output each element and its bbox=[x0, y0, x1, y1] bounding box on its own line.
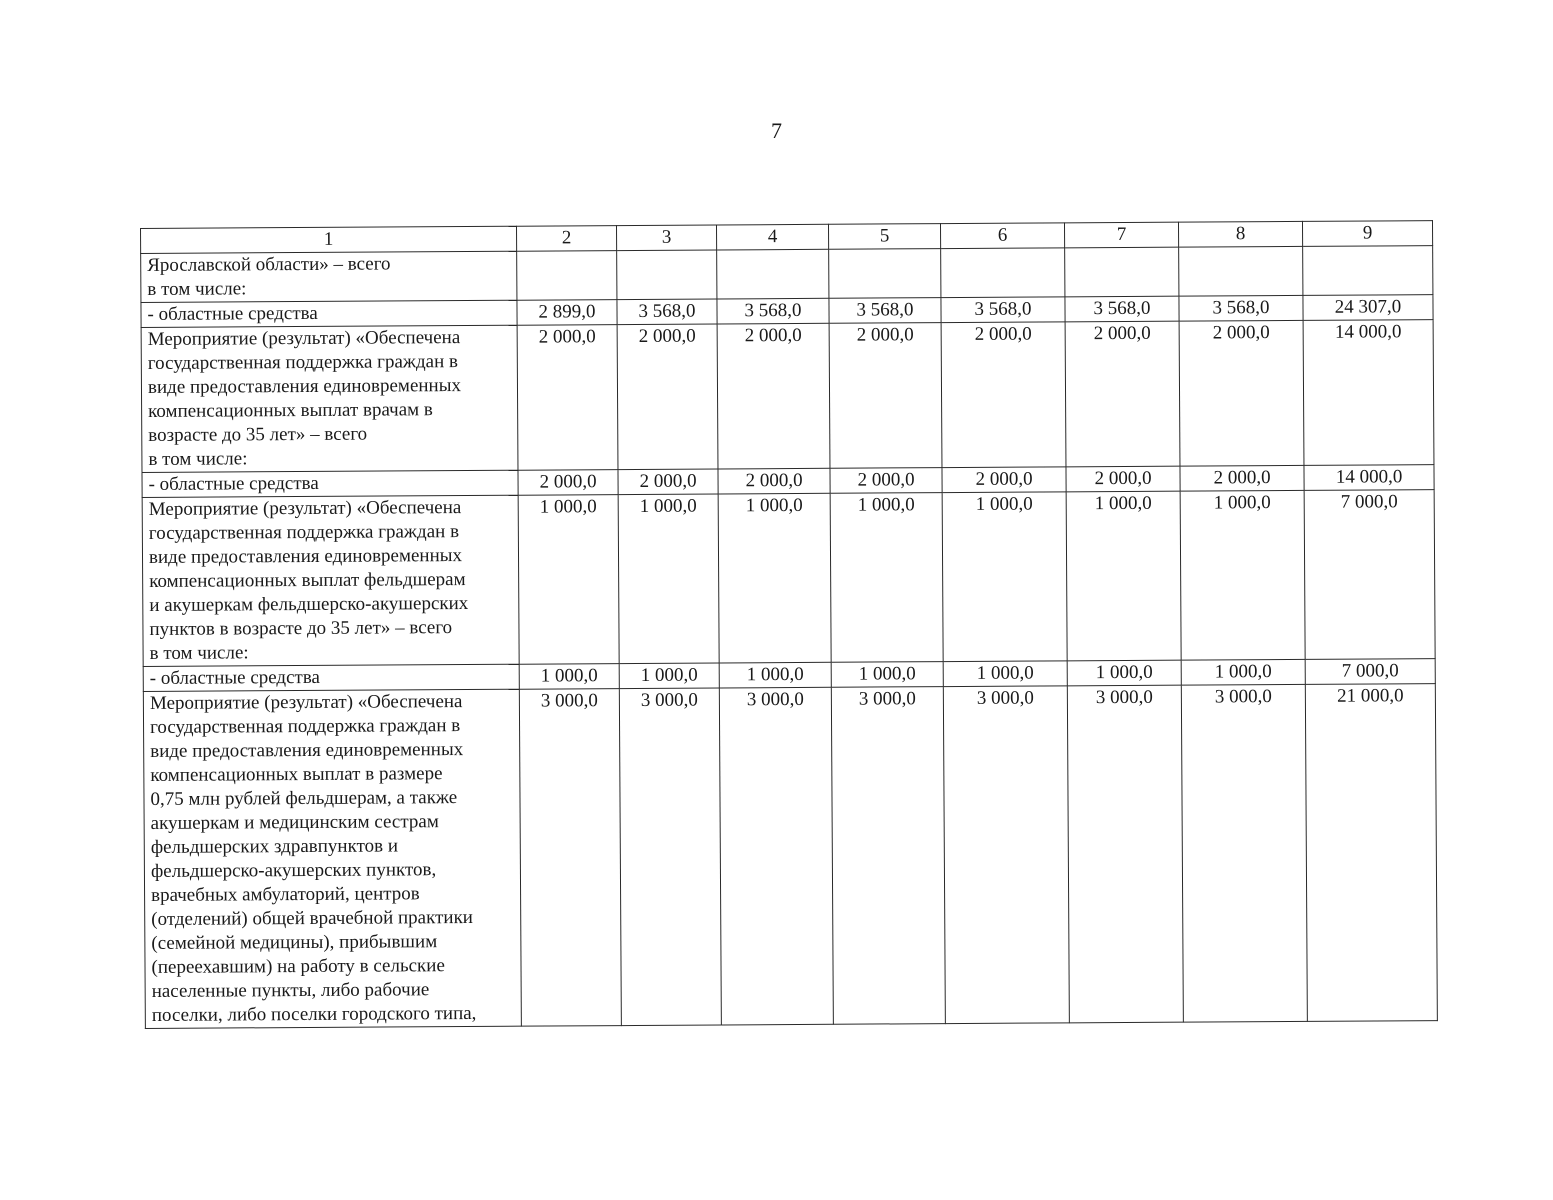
value-cell: 2 899,0 bbox=[517, 300, 617, 326]
row-label-line: возрасте до 35 лет» – всего bbox=[148, 423, 368, 446]
budget-table bbox=[140, 220, 1438, 1029]
value-cell: 2 000,0 bbox=[830, 468, 942, 494]
column-header: 3 bbox=[616, 225, 716, 251]
row-label-line: поселки, либо поселки городского типа, bbox=[151, 1002, 477, 1026]
value-cell: 2 000,0 bbox=[717, 323, 830, 469]
value-cell: 3 568,0 bbox=[717, 298, 829, 324]
row-label-cell bbox=[141, 251, 517, 302]
value-cell bbox=[517, 251, 617, 301]
value-cell: 7 000,0 bbox=[1304, 490, 1435, 660]
value-cell bbox=[1303, 246, 1433, 296]
value-cell: 1 000,0 bbox=[519, 664, 619, 690]
value-cell: 3 568,0 bbox=[1179, 295, 1303, 321]
row-label-cell bbox=[141, 325, 518, 472]
row-label-cell bbox=[142, 495, 519, 666]
row-label-line: в том числе: bbox=[148, 448, 248, 470]
row-label-line: Мероприятие (результат) «Обеспечена bbox=[148, 497, 462, 520]
row-label-line: Ярославской области» – всего bbox=[147, 253, 391, 276]
table-row-measure bbox=[143, 684, 1437, 1029]
value-cell: 2 000,0 bbox=[517, 325, 618, 471]
value-cell: 3 000,0 bbox=[1181, 684, 1307, 1022]
row-label-line: компенсационных выплат врачам в bbox=[148, 399, 433, 422]
row-label-cell bbox=[143, 689, 521, 1028]
row-label-line: государственная поддержка граждан в bbox=[149, 715, 461, 738]
value-cell bbox=[617, 250, 717, 300]
value-cell: 2 000,0 bbox=[1066, 466, 1180, 492]
value-cell: 3 568,0 bbox=[617, 299, 717, 325]
row-label-line: в том числе: bbox=[147, 278, 247, 300]
row-label-line: в том числе: bbox=[149, 642, 249, 664]
column-header: 1 bbox=[141, 226, 517, 253]
row-label-line: врачебных амбулаторий, центров bbox=[151, 883, 420, 906]
row-label-line: виде предоставления единовременных bbox=[147, 375, 462, 398]
row-label-line: государственная поддержка граждан в bbox=[148, 521, 460, 544]
row-label-line: - областные средства bbox=[147, 302, 318, 325]
row-label-line: виде предоставления единовременных bbox=[148, 545, 463, 568]
row-label-cell bbox=[142, 470, 518, 497]
value-cell: 3 568,0 bbox=[829, 298, 941, 324]
row-label-cell bbox=[141, 300, 517, 327]
row-label-line: Мероприятие (результат) «Обеспечена bbox=[147, 327, 461, 350]
value-cell bbox=[1065, 247, 1179, 297]
column-header: 6 bbox=[940, 223, 1064, 249]
value-cell bbox=[829, 249, 941, 299]
table-row-measure bbox=[141, 320, 1434, 473]
row-label-line: - областные средства bbox=[148, 472, 319, 495]
value-cell: 1 000,0 bbox=[1067, 660, 1181, 686]
column-header: 9 bbox=[1302, 221, 1432, 247]
table-row-measure bbox=[142, 490, 1435, 667]
value-cell: 14 000,0 bbox=[1304, 465, 1434, 491]
value-cell: 1 000,0 bbox=[618, 494, 719, 664]
row-label-line: пунктов в возрасте до 35 лет» – всего bbox=[149, 617, 453, 640]
value-cell: 1 000,0 bbox=[1181, 659, 1305, 685]
value-cell: 2 000,0 bbox=[618, 469, 718, 495]
value-cell: 3 568,0 bbox=[941, 297, 1065, 323]
value-cell bbox=[941, 248, 1065, 298]
column-header: 7 bbox=[1064, 222, 1178, 248]
value-cell: 14 000,0 bbox=[1303, 320, 1434, 466]
value-cell: 3 000,0 bbox=[1067, 685, 1183, 1023]
value-cell: 1 000,0 bbox=[718, 493, 831, 663]
value-cell: 3 000,0 bbox=[831, 687, 945, 1025]
row-label-cell bbox=[143, 664, 519, 691]
value-cell: 24 307,0 bbox=[1303, 295, 1433, 321]
row-label-line: фельдшерско-акушерских пунктов, bbox=[150, 859, 437, 882]
row-label-line: акушеркам и медицинским сестрам bbox=[150, 811, 439, 834]
value-cell: 2 000,0 bbox=[1065, 321, 1180, 467]
value-cell: 1 000,0 bbox=[518, 495, 619, 665]
value-cell: 21 000,0 bbox=[1305, 684, 1437, 1022]
value-cell: 2 000,0 bbox=[941, 322, 1066, 468]
value-cell: 3 000,0 bbox=[519, 689, 621, 1027]
value-cell bbox=[1179, 246, 1303, 296]
row-label-line: (семейной медицины), прибывшим bbox=[151, 931, 438, 954]
value-cell: 7 000,0 bbox=[1305, 659, 1435, 685]
value-cell: 1 000,0 bbox=[719, 662, 831, 688]
value-cell: 2 000,0 bbox=[617, 324, 718, 470]
row-label-line: фельдшерских здравпунктов и bbox=[150, 835, 399, 858]
row-label-line: компенсационных выплат в размере bbox=[150, 763, 443, 786]
row-label-line: государственная поддержка граждан в bbox=[147, 351, 459, 374]
row-label-line: 0,75 млн рублей фельдшерам, а также bbox=[150, 787, 458, 810]
value-cell: 1 000,0 bbox=[1066, 491, 1181, 661]
row-label-line: и акушеркам фельдшерско-акушерских bbox=[149, 593, 469, 616]
column-header: 8 bbox=[1178, 221, 1302, 247]
value-cell: 1 000,0 bbox=[942, 492, 1067, 662]
row-label-line: (отделений) общей врачебной практики bbox=[151, 906, 474, 930]
value-cell: 2 000,0 bbox=[1179, 320, 1304, 466]
value-cell bbox=[717, 249, 829, 299]
value-cell: 3 568,0 bbox=[1065, 296, 1179, 322]
value-cell: 1 000,0 bbox=[943, 661, 1067, 687]
value-cell: 1 000,0 bbox=[831, 662, 943, 688]
page-number: 7 bbox=[771, 118, 782, 143]
value-cell: 1 000,0 bbox=[1180, 490, 1305, 660]
column-header: 4 bbox=[716, 224, 828, 250]
row-label-line: виде предоставления единовременных bbox=[150, 739, 464, 762]
value-cell: 2 000,0 bbox=[829, 323, 942, 469]
value-cell: 3 000,0 bbox=[943, 686, 1069, 1024]
row-label-line: компенсационных выплат фельдшерам bbox=[149, 569, 466, 592]
row-label-line: - областные средства bbox=[149, 666, 321, 689]
column-header: 2 bbox=[516, 226, 616, 252]
value-cell: 1 000,0 bbox=[830, 493, 943, 663]
column-header: 5 bbox=[828, 224, 940, 250]
value-cell: 2 000,0 bbox=[942, 467, 1066, 493]
value-cell: 1 000,0 bbox=[619, 663, 719, 689]
value-cell: 3 000,0 bbox=[619, 688, 721, 1026]
table-row-measure bbox=[141, 246, 1433, 303]
row-label-line: Мероприятие (результат) «Обеспечена bbox=[149, 691, 463, 714]
value-cell: 2 000,0 bbox=[1180, 465, 1304, 491]
row-label-line: населенные пункты, либо рабочие bbox=[151, 979, 430, 1002]
value-cell: 2 000,0 bbox=[718, 468, 830, 494]
row-label-line: (переехавшим) на работу в сельские bbox=[151, 955, 445, 978]
value-cell: 3 000,0 bbox=[719, 687, 833, 1025]
value-cell: 2 000,0 bbox=[518, 470, 618, 496]
